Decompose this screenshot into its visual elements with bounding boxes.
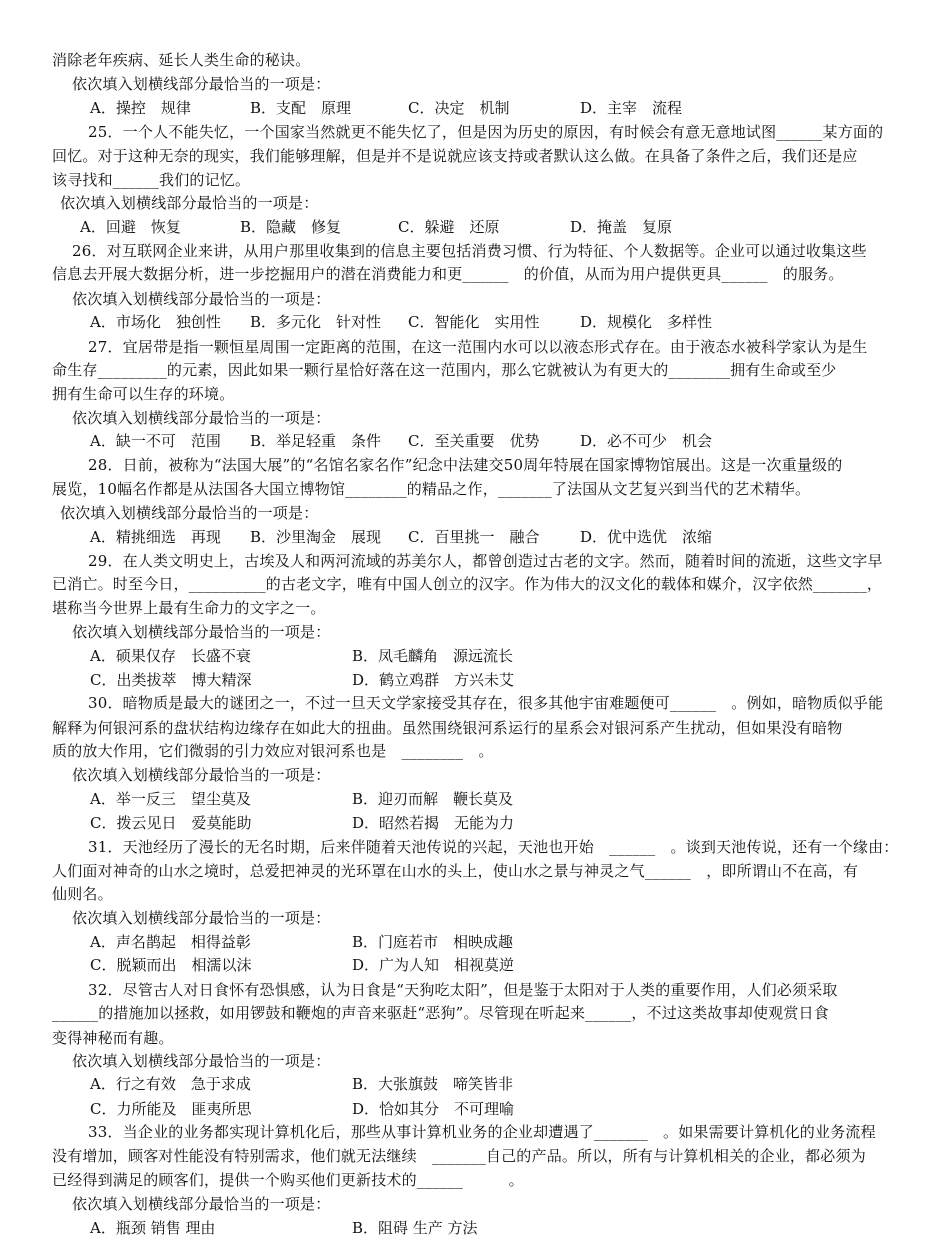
answer-option: D．主宰 流程 bbox=[580, 99, 683, 117]
answer-option: A．精挑细选 再现 bbox=[90, 528, 221, 546]
answer-option: D．恰如其分 不可理喻 bbox=[352, 1100, 515, 1118]
text-line: 解释为何银河系的盘状结构边缘存在如此大的扭曲。虽然围绕银河系运行的星系会对银河系产生扰动，但如果没有暗物 bbox=[52, 719, 843, 737]
answer-option: B．阻碍 生产 方法 bbox=[352, 1219, 478, 1237]
answer-option: D．规模化 多样性 bbox=[580, 313, 713, 331]
text-line: 命生存_________的元素，因此如果一颗行星恰好落在这一范围内，那么它就被认为有更大的________拥有生命或至少 bbox=[52, 361, 837, 379]
answer-option: C．躲避 还原 bbox=[398, 218, 500, 236]
text-line: 拥有生命可以生存的环境。 bbox=[52, 385, 235, 403]
answer-option: A．瓶颈 销售 理由 bbox=[90, 1219, 216, 1237]
answer-option: D．广为人知 相视莫逆 bbox=[352, 956, 515, 974]
text-line: 依次填入划横线部分最恰当的一项是： bbox=[60, 504, 319, 522]
text-line: 33．当企业的业务都实现计算机化后，那些从事计算机业务的企业却遭遇了_______ 。如果需要计算机化的业务流程 bbox=[88, 1123, 876, 1141]
answer-option: C．出类拔萃 博大精深 bbox=[90, 671, 252, 689]
text-line: 已经得到满足的顾客们，提供一个购买他们更新技术的______ 。 bbox=[52, 1171, 524, 1189]
text-line: 依次填入划横线部分最恰当的一项是： bbox=[72, 290, 331, 308]
answer-option: A．行之有效 急于求成 bbox=[90, 1075, 251, 1093]
answer-option: A．缺一不可 范围 bbox=[90, 432, 221, 450]
answer-option: D．优中选优 浓缩 bbox=[580, 528, 713, 546]
text-line: 32．尽管古人对日食怀有恐惧感，认为日食是“天狗吃太阳”，但是鉴于太阳对于人类的重要作用，人们必须采取 bbox=[88, 981, 838, 999]
answer-option: C．拨云见日 爱莫能助 bbox=[90, 814, 252, 832]
text-line: 展览，10幅名作都是从法国各大国立博物馆________的精品之作，_______了法国从文艺复兴到当代的艺术精华。 bbox=[52, 480, 811, 498]
answer-option: C．智能化 实用性 bbox=[408, 313, 540, 331]
text-line: 消除老年疾病、延长人类生命的秘诀。 bbox=[52, 51, 311, 69]
answer-option: B．迎刃而解 鞭长莫及 bbox=[352, 790, 514, 808]
answer-option: B．多元化 针对性 bbox=[250, 313, 382, 331]
text-line: 依次填入划横线部分最恰当的一项是： bbox=[72, 909, 331, 927]
text-line: 依次填入划横线部分最恰当的一项是： bbox=[72, 75, 331, 93]
answer-option: A．操控 规律 bbox=[90, 99, 191, 117]
answer-option: B．大张旗鼓 啼笑皆非 bbox=[352, 1075, 514, 1093]
text-line: 依次填入划横线部分最恰当的一项是： bbox=[72, 1052, 331, 1070]
text-line: 27．宜居带是指一颗恒星周围一定距离的范围，在这一范围内水可以以液态形式存在。由于液态水被科学家认为是生 bbox=[88, 338, 868, 356]
answer-option: C．脱颖而出 相濡以沫 bbox=[90, 956, 252, 974]
text-line: 28．日前，被称为“法国大展”的“名馆名家名作”纪念中法建交50周年特展在国家博物馆展出。这是一次重量级的 bbox=[88, 456, 843, 474]
answer-option: B．举足轻重 条件 bbox=[250, 432, 382, 450]
answer-option: A．举一反三 望尘莫及 bbox=[90, 790, 251, 808]
answer-option: A．声名鹊起 相得益彰 bbox=[90, 933, 251, 951]
answer-option: C．力所能及 匪夷所思 bbox=[90, 1100, 252, 1118]
answer-option: B．沙里淘金 展现 bbox=[250, 528, 382, 546]
answer-option: B．门庭若市 相映成趣 bbox=[352, 933, 514, 951]
answer-option: A．市场化 独创性 bbox=[90, 313, 221, 331]
text-line: 依次填入划横线部分最恰当的一项是： bbox=[72, 623, 331, 641]
answer-option: D．掩盖 复原 bbox=[570, 218, 673, 236]
text-line: 25．一个人不能失忆，一个国家当然就更不能失忆了，但是因为历史的原因，有时候会有意无意地试图______某方面的 bbox=[88, 123, 884, 141]
text-line: 信息去开展大数据分析，进一步挖掘用户的潜在消费能力和更______ 的价值，从而为用户提供更具______ 的服务。 bbox=[52, 265, 844, 283]
answer-option: B．隐藏 修复 bbox=[240, 218, 342, 236]
answer-option: B．凤毛麟角 源远流长 bbox=[352, 647, 514, 665]
text-line: 依次填入划横线部分最恰当的一项是： bbox=[72, 766, 331, 784]
text-line: 31．天池经历了漫长的无名时期，后来伴随着天池传说的兴起，天池也开始 ______ 。谈到天池传说，还有一个缘由： bbox=[88, 838, 899, 856]
answer-option: C．决定 机制 bbox=[408, 99, 510, 117]
answer-option: C．百里挑一 融合 bbox=[408, 528, 540, 546]
text-line: 该寻找和______我们的记忆。 bbox=[52, 171, 251, 189]
answer-option: A．回避 恢复 bbox=[80, 218, 181, 236]
text-line: 回忆。对于这种无奈的现实，我们能够理解，但是并不是说就应该支持或者默认这么做。在具备了条件之后，我们还是应 bbox=[52, 147, 858, 165]
answer-option: D．必不可少 机会 bbox=[580, 432, 713, 450]
answer-option: C．至关重要 优势 bbox=[408, 432, 540, 450]
answer-option: A．硕果仅存 长盛不衰 bbox=[90, 647, 251, 665]
text-line: 29．在人类文明史上，古埃及人和两河流域的苏美尔人，都曾创造过古老的文字。然而，随着时间的流逝，这些文字早 bbox=[88, 552, 883, 570]
text-line: 仙则名。 bbox=[52, 885, 113, 903]
answer-option: D．昭然若揭 无能为力 bbox=[352, 814, 515, 832]
text-line: 变得神秘而有趣。 bbox=[52, 1029, 174, 1047]
text-line: 没有增加，顾客对性能没有特别需求，他们就无法继续 _______自己的产品。所以，所有与计算机相关的企业，都必须为 bbox=[52, 1147, 866, 1165]
text-line: 人们面对神奇的山水之境时，总爱把神灵的光环罩在山水的头上，使山水之景与神灵之气______ ，即所谓山不在高，有 bbox=[52, 862, 859, 880]
answer-option: D．鹤立鸡群 方兴未艾 bbox=[352, 671, 515, 689]
text-line: 已消亡。时至今日，__________的古老文字，唯有中国人创立的汉字。作为伟大的汉文化的载体和媒介，汉字依然_______， bbox=[52, 575, 883, 593]
text-line: ______的措施加以拯救，如用锣鼓和鞭炮的声音来驱赶“恶狗”。尽管现在听起来______，不过这类故事却使观赏日食 bbox=[52, 1004, 829, 1022]
text-line: 依次填入划横线部分最恰当的一项是： bbox=[60, 194, 319, 212]
text-line: 质的放大作用，它们微弱的引力效应对银河系也是 ________ 。 bbox=[52, 742, 494, 760]
text-line: 依次填入划横线部分最恰当的一项是： bbox=[72, 1195, 331, 1213]
answer-option: B．支配 原理 bbox=[250, 99, 352, 117]
text-line: 30．暗物质是最大的谜团之一，不过一旦天文学家接受其存在，很多其他宇宙难题便可______ 。例如，暗物质似乎能 bbox=[88, 694, 884, 712]
text-line: 堪称当今世界上最有生命力的文字之一。 bbox=[52, 599, 326, 617]
text-line: 26．对互联网企业来讲，从用户那里收集到的信息主要包括消费习惯、行为特征、个人数据等。企业可以通过收集这些 bbox=[72, 242, 867, 260]
text-line: 依次填入划横线部分最恰当的一项是： bbox=[72, 409, 331, 427]
